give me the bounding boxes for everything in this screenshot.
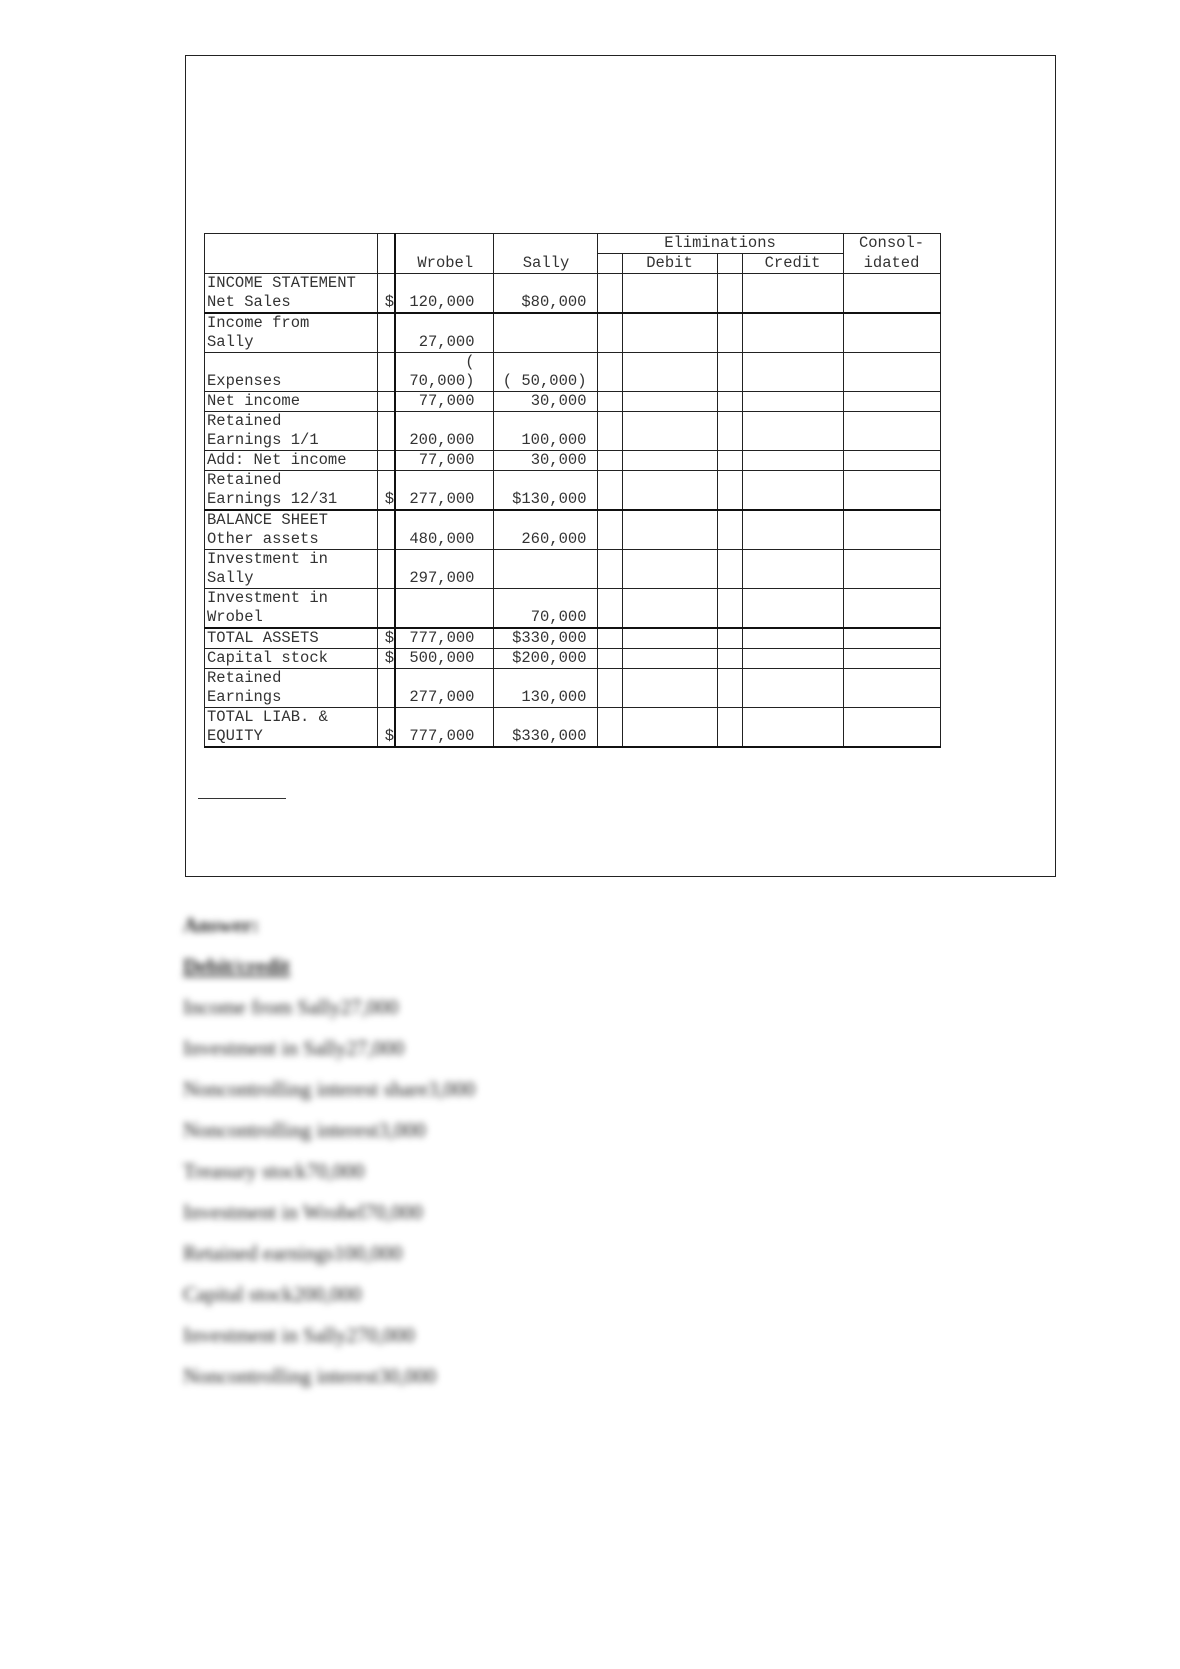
consolidated-cell: [843, 628, 940, 649]
elim-ref-debit: [597, 589, 622, 629]
row-label: [205, 649, 378, 669]
consolidated-cell: [843, 649, 940, 669]
row-label-line1: BALANCE SHEET: [207, 511, 328, 529]
elim-ref-debit: [597, 412, 622, 451]
table-row: [205, 313, 941, 353]
elim-ref-debit: [597, 353, 622, 392]
elim-debit-cell: [622, 353, 717, 392]
sally-value: [493, 313, 597, 353]
answer-line: Income from Sally27,000: [183, 995, 399, 1019]
dollar-sign: [378, 589, 396, 629]
row-label-line1: Income from: [207, 314, 310, 332]
sally-value: $330,000: [493, 708, 597, 748]
row-label-line2: Other assets: [207, 530, 319, 548]
elim-debit-cell: [622, 510, 717, 550]
elim-ref-credit: [717, 471, 742, 511]
table-row: [205, 451, 941, 471]
elim-ref-credit: [717, 451, 742, 471]
consolidated-cell: [843, 392, 940, 412]
answer-line: Capital stock200,000: [183, 1282, 362, 1306]
elim-ref-credit: [717, 412, 742, 451]
footnote-rule: [198, 798, 286, 799]
dollar-sign: [378, 313, 396, 353]
table-row: [205, 392, 941, 412]
elim-ref-debit: [597, 451, 622, 471]
consolidated-cell: [843, 550, 940, 589]
table-row: [205, 589, 941, 629]
elim-ref-credit: [717, 628, 742, 649]
dollar-sign: [378, 412, 396, 451]
wrobel-value: 777,000: [395, 628, 493, 649]
row-label-line2: Net Sales: [207, 293, 291, 311]
consolidated-cell: [843, 589, 940, 629]
elim-debit-cell: [622, 550, 717, 589]
dollar-sign: $: [378, 471, 396, 511]
elim-credit-cell: [742, 274, 843, 314]
sally-value: 30,000: [493, 451, 597, 471]
dollar-sign: [378, 392, 396, 412]
table-row: [205, 353, 941, 392]
answer-subheading: Debit/credit: [183, 954, 290, 978]
elim-credit-cell: [742, 412, 843, 451]
elim-ref-credit: [717, 510, 742, 550]
elim-credit-cell: [742, 649, 843, 669]
header-debit: Debit: [622, 254, 717, 274]
wrobel-value: 297,000: [395, 550, 493, 589]
row-label: [205, 550, 378, 589]
answer-line: Retained earnings100,000: [183, 1241, 403, 1265]
elim-debit-cell: [622, 313, 717, 353]
dollar-sign: [378, 451, 396, 471]
row-label: [205, 274, 378, 314]
elim-credit-cell: [742, 353, 843, 392]
elim-debit-cell: [622, 589, 717, 629]
elim-ref-credit: [717, 313, 742, 353]
elim-credit-cell: [742, 628, 843, 649]
answer-line: Investment in Sally27,000: [183, 1036, 405, 1060]
row-label-line1: TOTAL LIAB. &: [207, 708, 328, 726]
consolidated-cell: [843, 451, 940, 471]
elim-ref-credit: [717, 649, 742, 669]
elim-ref-debit: [597, 471, 622, 511]
consolidated-cell: [843, 412, 940, 451]
wrobel-value: 120,000: [395, 274, 493, 314]
wrobel-value: 200,000: [395, 412, 493, 451]
answer-line: Treasury stock70,000: [183, 1159, 365, 1183]
row-label: [205, 589, 378, 629]
row-label-line2: Wrobel: [207, 608, 263, 626]
row-label-line2: Sally: [207, 569, 254, 587]
elim-debit-cell: [622, 669, 717, 708]
row-label-line2: Earnings 1/1: [207, 431, 319, 449]
row-label-line1: Expenses: [207, 372, 282, 390]
elim-credit-cell: [742, 589, 843, 629]
dollar-sign: $: [378, 628, 396, 649]
elim-credit-cell: [742, 708, 843, 748]
header-consolidated-1: Consol-: [843, 234, 940, 254]
elim-ref-debit: [597, 669, 622, 708]
elim-credit-cell: [742, 510, 843, 550]
row-label-line1: Add: Net income: [207, 451, 347, 469]
consolidated-cell: [843, 353, 940, 392]
wrobel-value: 480,000: [395, 510, 493, 550]
row-label: [205, 392, 378, 412]
dollar-sign: $: [378, 649, 396, 669]
elim-ref-credit: [717, 353, 742, 392]
row-label: [205, 708, 378, 748]
elim-ref-credit: [717, 274, 742, 314]
header-credit: Credit: [742, 254, 843, 274]
table-row: [205, 274, 941, 314]
row-label: [205, 510, 378, 550]
elim-debit-cell: [622, 649, 717, 669]
row-label-line1: Net income: [207, 392, 301, 410]
consolidated-cell: [843, 510, 940, 550]
table-row: [205, 708, 941, 748]
answer-heading: Answer:: [183, 913, 259, 937]
row-label-line1: Retained: [207, 669, 282, 687]
header-sally: Sally: [493, 234, 597, 274]
elim-ref-debit: [597, 510, 622, 550]
sally-value: $80,000: [493, 274, 597, 314]
consolidated-cell: [843, 471, 940, 511]
wrobel-value: 77,000: [395, 392, 493, 412]
table-row: [205, 412, 941, 451]
sally-value: 260,000: [493, 510, 597, 550]
elim-ref-credit: [717, 392, 742, 412]
wrobel-value: 27,000: [395, 313, 493, 353]
wrobel-value: 77,000: [395, 451, 493, 471]
elim-ref-debit: [597, 392, 622, 412]
answer-line: Noncontrolling interest share3,000: [183, 1077, 476, 1101]
elim-ref-debit: [597, 708, 622, 748]
elim-credit-cell: [742, 669, 843, 708]
row-label: [205, 628, 378, 649]
dollar-sign: $: [378, 708, 396, 748]
answer-line: Noncontrolling interest3,000: [183, 1118, 426, 1142]
elim-ref-credit: [717, 669, 742, 708]
elim-ref-credit: [717, 589, 742, 629]
row-label-line1: Retained: [207, 412, 282, 430]
row-label-line2: Sally: [207, 333, 254, 351]
elim-ref-credit: [717, 708, 742, 748]
table-row: [205, 669, 941, 708]
elim-credit-cell: [742, 392, 843, 412]
elim-credit-cell: [742, 471, 843, 511]
wrobel-value: ( 70,000): [395, 353, 493, 392]
row-label-line1: TOTAL ASSETS: [207, 629, 319, 647]
row-label-line1: Retained: [207, 471, 282, 489]
elim-credit-cell: [742, 313, 843, 353]
elim-ref-debit: [597, 550, 622, 589]
row-label-line2: EQUITY: [207, 727, 263, 745]
elim-credit-cell: [742, 451, 843, 471]
row-label-line1: Investment in: [207, 589, 328, 607]
row-label: [205, 471, 378, 511]
table-row: [205, 649, 941, 669]
dollar-sign: $: [378, 274, 396, 314]
consolidated-cell: [843, 274, 940, 314]
elim-ref-debit: [597, 628, 622, 649]
elim-debit-cell: [622, 471, 717, 511]
answer-line: Noncontrolling interest30,000: [183, 1364, 437, 1388]
row-label: [205, 412, 378, 451]
table-row: [205, 471, 941, 511]
row-label-line1: Investment in: [207, 550, 328, 568]
consolidated-cell: [843, 669, 940, 708]
row-label-line1: Capital stock: [207, 649, 328, 667]
answer-line: Investment in Wrobel70,000: [183, 1200, 423, 1224]
answer-section: [183, 905, 476, 1388]
elim-debit-cell: [622, 392, 717, 412]
elim-debit-cell: [622, 274, 717, 314]
row-label: [205, 313, 378, 353]
header-eliminations: Eliminations: [597, 234, 843, 254]
sally-value: 30,000: [493, 392, 597, 412]
table-row: [205, 510, 941, 550]
sally-value: ( 50,000): [493, 353, 597, 392]
sally-value: [493, 550, 597, 589]
row-label-line2: Earnings 12/31: [207, 490, 338, 508]
elim-credit-cell: [742, 550, 843, 589]
sally-value: 70,000: [493, 589, 597, 629]
elim-ref-debit: [597, 313, 622, 353]
sally-value: $200,000: [493, 649, 597, 669]
wrobel-value: 777,000: [395, 708, 493, 748]
wrobel-value: 500,000: [395, 649, 493, 669]
elim-ref-credit: [717, 550, 742, 589]
row-label: [205, 451, 378, 471]
consolidated-cell: [843, 313, 940, 353]
row-label: [205, 353, 378, 392]
elim-debit-cell: [622, 628, 717, 649]
row-label-line1: INCOME STATEMENT: [207, 274, 356, 292]
elim-ref-debit: [597, 649, 622, 669]
dollar-sign: [378, 669, 396, 708]
dollar-sign: [378, 550, 396, 589]
sally-value: 100,000: [493, 412, 597, 451]
sally-value: 130,000: [493, 669, 597, 708]
table-row: [205, 550, 941, 589]
elim-debit-cell: [622, 708, 717, 748]
dollar-sign: [378, 353, 396, 392]
dollar-sign: [378, 510, 396, 550]
consolidation-worksheet: [204, 233, 941, 748]
table-row: [205, 628, 941, 649]
row-label: [205, 669, 378, 708]
wrobel-value: [395, 589, 493, 629]
wrobel-value: 277,000: [395, 471, 493, 511]
elim-ref-debit: [597, 274, 622, 314]
sally-value: $130,000: [493, 471, 597, 511]
header-blank: [205, 234, 378, 274]
header-consolidated-2: idated: [843, 254, 940, 274]
elim-debit-cell: [622, 451, 717, 471]
row-label-line2: Earnings: [207, 688, 282, 706]
elim-debit-cell: [622, 412, 717, 451]
consolidated-cell: [843, 708, 940, 748]
answer-line: Investment in Sally270,000: [183, 1323, 415, 1347]
wrobel-value: 277,000: [395, 669, 493, 708]
sally-value: $330,000: [493, 628, 597, 649]
header-wrobel: Wrobel: [395, 234, 493, 274]
